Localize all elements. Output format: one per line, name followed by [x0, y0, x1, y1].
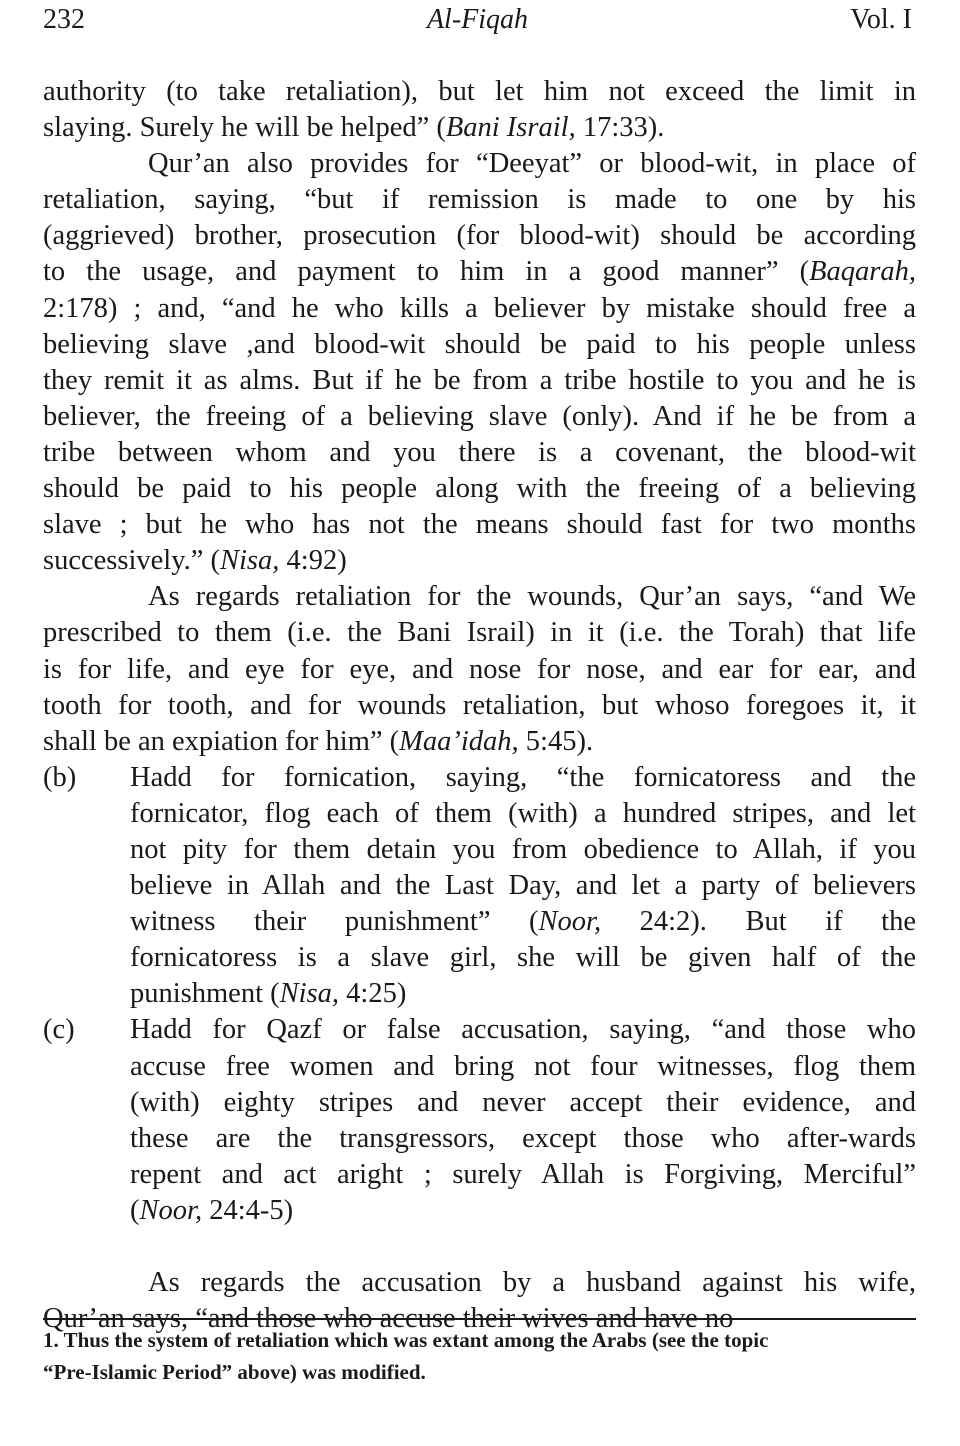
text-line: believing slave ,and blood-wit should be paid to his people unless — [43, 328, 916, 360]
text-line: believer, the freeing of a believing slave (only). And if he be from a — [43, 400, 916, 432]
text-line: tooth for tooth, and for wounds retaliation, but whoso foregoes it, it — [43, 689, 916, 721]
text-line: they remit it as alms. But if he be from a tribe hostile to you and he is — [43, 364, 916, 396]
paragraph-gap — [43, 1229, 916, 1265]
page-number: 232 — [43, 4, 85, 35]
citation: Noor, — [139, 1194, 203, 1226]
paragraph-3 — [43, 579, 916, 759]
text-line: fornicator, flog each of them (with) a hundred stripes, and let — [130, 797, 916, 829]
text-line: Hadd for fornication, saying, “the fornicatoress and the — [130, 761, 916, 793]
list-item-text — [130, 760, 916, 1013]
citation: Bani Israil, — [445, 112, 576, 144]
text-line: accuse free women and bring not four witnesses, flog them — [130, 1050, 916, 1082]
list-item-b — [43, 760, 916, 1013]
text-line: fornicatoress is a slave girl, she will be given half of the — [130, 942, 916, 974]
text-line: (with) eighty stripes and never accept their evidence, and — [130, 1086, 916, 1118]
text-line: witness their punishment” (Noor, 24:2). But if the — [130, 906, 916, 938]
text-line: (aggrieved) brother, prosecution (for blood-wit) should be according — [43, 220, 916, 252]
text-line: Qur’an also provides for “Deeyat” or blood-wit, in place of — [148, 148, 916, 180]
text-line: (Noor, 24:4-5) — [130, 1194, 294, 1226]
text-line: punishment (Nisa, 4:25) — [130, 978, 407, 1010]
text-line: retaliation, saying, “but if remission is made to one by his — [43, 184, 916, 216]
list-label: (b) — [43, 761, 77, 793]
text-line: is for life, and eye for eye, and nose for nose, and ear for ear, and — [43, 653, 916, 685]
citation: Maa’idah, — [399, 725, 519, 757]
text-line: successively.” (Nisa, 4:92) — [43, 545, 347, 577]
paragraph-2 — [43, 146, 916, 579]
list-item-c — [43, 1012, 916, 1229]
text-line: shall be an expiation for him” (Maa’idah, 5:45). — [43, 725, 594, 757]
text-line: to the usage, and payment to him in a good manner” (Baqarah, — [43, 256, 916, 288]
footnote-line: “Pre-Islamic Period” above) was modified. — [43, 1360, 426, 1384]
text-line: authority (to take retaliation), but let him not exceed the limit in — [43, 76, 916, 107]
text-line: slave ; but he who has not the means should fast for two months — [43, 509, 916, 541]
page-body — [43, 74, 916, 1337]
text-line: As regards retaliation for the wounds, Qur’an says, “and We — [148, 581, 916, 613]
citation: Noor, — [538, 906, 602, 938]
text-line: not pity for them detain you from obedience to Allah, if you — [130, 833, 916, 865]
text-line: Qur’an says, “and those who accuse their wives and have no — [43, 1303, 734, 1335]
text-line: Hadd for Qazf or false accusation, saying, “and those who — [130, 1014, 916, 1046]
list-item-text — [130, 1012, 916, 1229]
book-title: Al-Fiqah — [426, 4, 529, 35]
text-line: 2:178) ; and, “and he who kills a believer by mistake should free a — [43, 292, 916, 324]
text-line: prescribed to them (i.e. the Bani Israil) in it (i.e. the Torah) that life — [43, 617, 916, 649]
text-line: repent and act aright ; surely Allah is Forgiving, Merciful” — [130, 1158, 916, 1190]
text-line: slaying. Surely he will be helped” (Bani Israil, 17:33). — [43, 112, 665, 144]
text-line: should be paid to his people along with the freeing of a believing — [43, 473, 916, 505]
citation: Nisa, — [220, 545, 280, 577]
text-line: As regards the accusation by a husband against his wife, — [148, 1267, 916, 1298]
citation: Nisa, — [279, 978, 340, 1010]
paragraph-1 — [43, 74, 916, 146]
volume-label: Vol. I — [850, 4, 912, 35]
citation: Baqarah, — [809, 256, 916, 288]
footnote-divider — [43, 1318, 916, 1320]
footnote — [43, 1324, 916, 1388]
footnote-line: 1. Thus the system of retaliation which was extant among the Arabs (see the topic — [43, 1328, 769, 1352]
text-line: these are the transgressors, except those who after-wards — [130, 1122, 916, 1154]
list-label: (c) — [43, 1014, 75, 1046]
page-header — [43, 4, 912, 40]
text-line: believe in Allah and the Last Day, and let a party of believers — [130, 870, 916, 902]
text-line: tribe between whom and you there is a covenant, the blood-wit — [43, 436, 916, 468]
